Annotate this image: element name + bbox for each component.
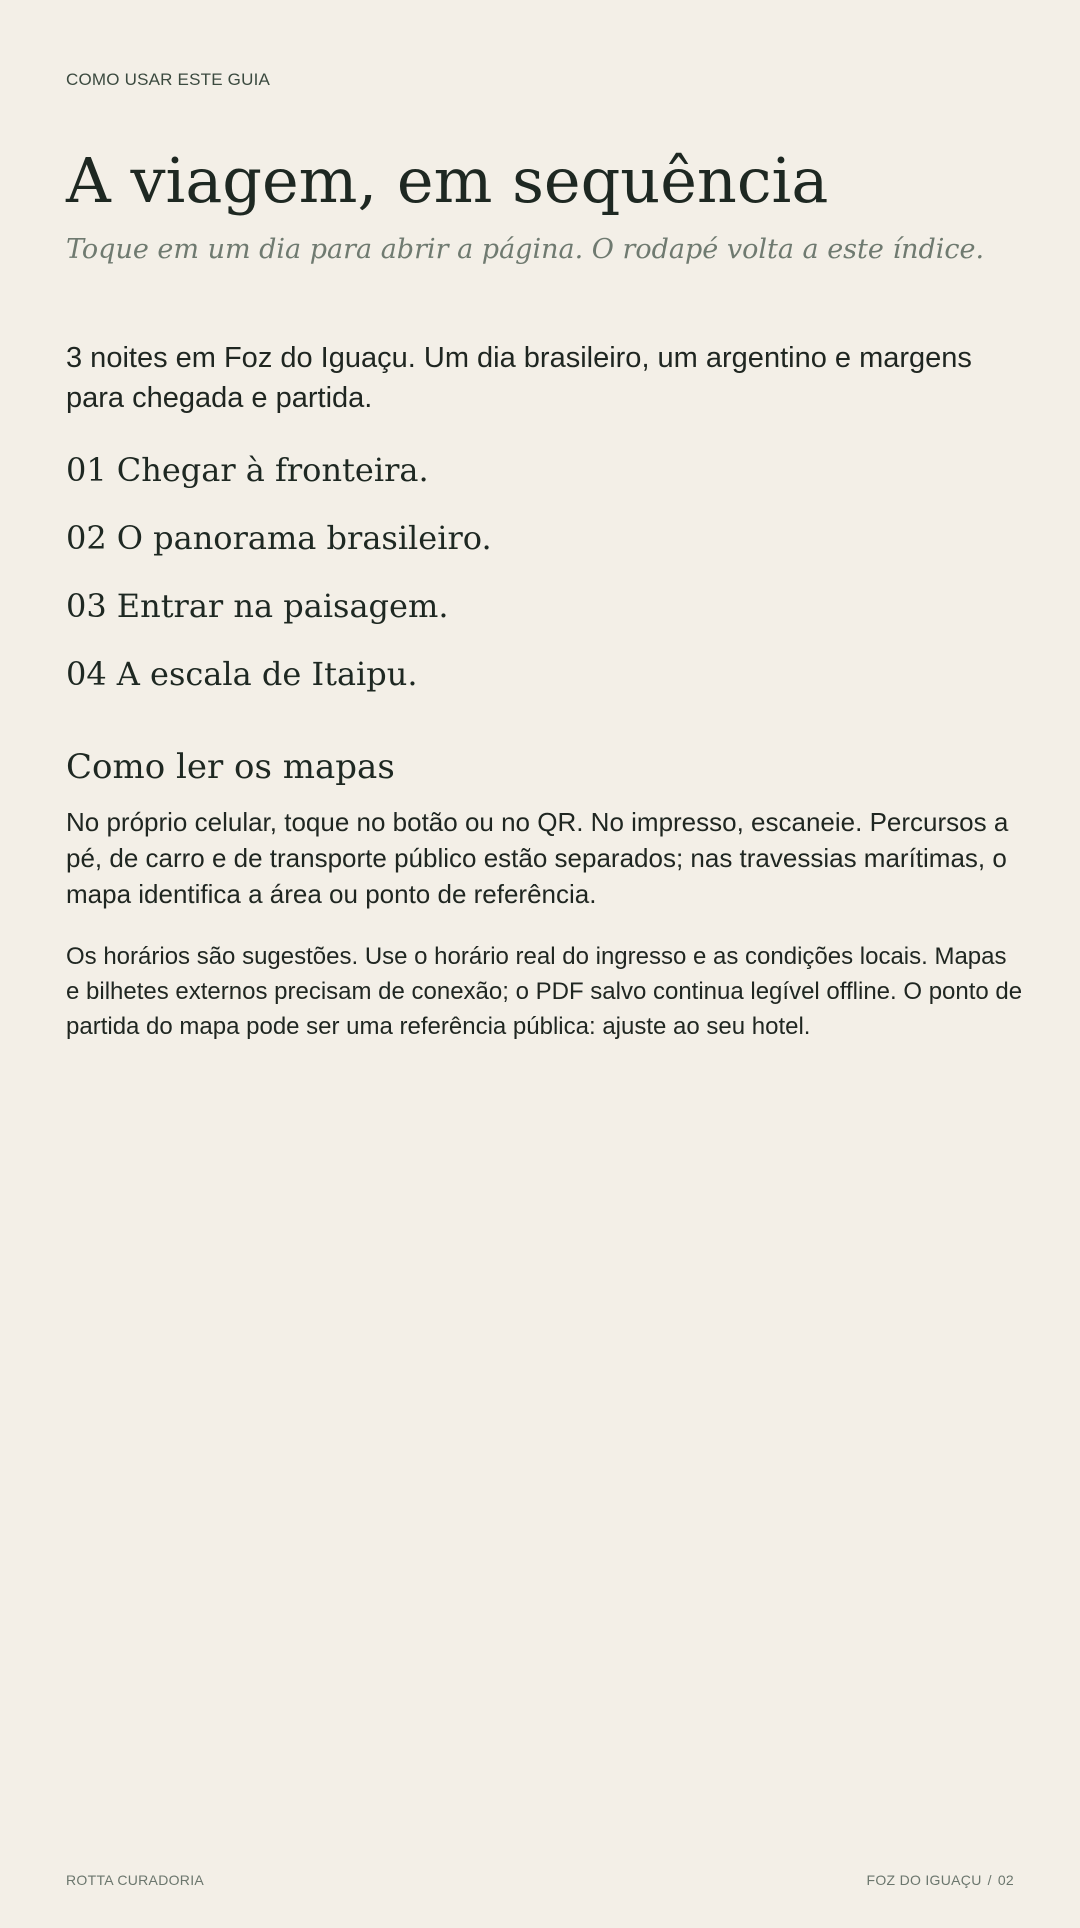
- maps-section-title: Como ler os mapas: [66, 747, 395, 787]
- section-eyebrow: COMO USAR ESTE GUIA: [66, 70, 271, 89]
- footer-separator: /: [987, 1872, 992, 1888]
- day-number: 02: [66, 519, 107, 557]
- day-link-03[interactable]: [66, 584, 492, 652]
- footer-destination: FOZ DO IGUAÇU: [866, 1872, 982, 1888]
- day-label: Chegar à fronteira.: [116, 451, 429, 489]
- footer-page-info: [866, 1872, 1014, 1888]
- day-number: 01: [66, 451, 107, 489]
- maps-paragraph-1: No próprio celular, toque no botão ou no QR. No impresso, escaneie. Percursos a pé, de carro e de transporte público estão separados; nas travessias marítimas, o mapa identifica a área ou ponto de referência.: [66, 807, 1009, 909]
- page-title: A viagem, em sequência: [66, 144, 829, 217]
- footer-brand[interactable]: ROTTA CURADORIA: [66, 1872, 205, 1888]
- trip-intro: 3 noites em Foz do Iguaçu. Um dia brasileiro, um argentino e margens para chegada e partida.: [66, 342, 972, 414]
- maps-paragraph-2: Os horários são sugestões. Use o horário real do ingresso e as condições locais. Mapas e bilhetes externos precisam de conexão; o PDF salvo continua legível offline. O ponto de partida do mapa pode ser uma referência pública: ajuste ao seu hotel.: [66, 943, 1023, 1040]
- footer-page-number: 02: [997, 1872, 1014, 1888]
- day-label: O panorama brasileiro.: [116, 519, 492, 557]
- day-label: A escala de Itaipu.: [116, 655, 418, 693]
- page-subtitle: Toque em um dia para abrir a página. O rodapé volta a este índice.: [66, 234, 985, 265]
- day-label: Entrar na paisagem.: [116, 587, 449, 625]
- day-link-02[interactable]: [66, 516, 492, 584]
- day-link-01[interactable]: [66, 448, 492, 516]
- day-number: 04: [66, 655, 107, 693]
- day-number: 03: [66, 587, 107, 625]
- day-link-04[interactable]: [66, 652, 492, 720]
- day-index-list: [66, 448, 492, 720]
